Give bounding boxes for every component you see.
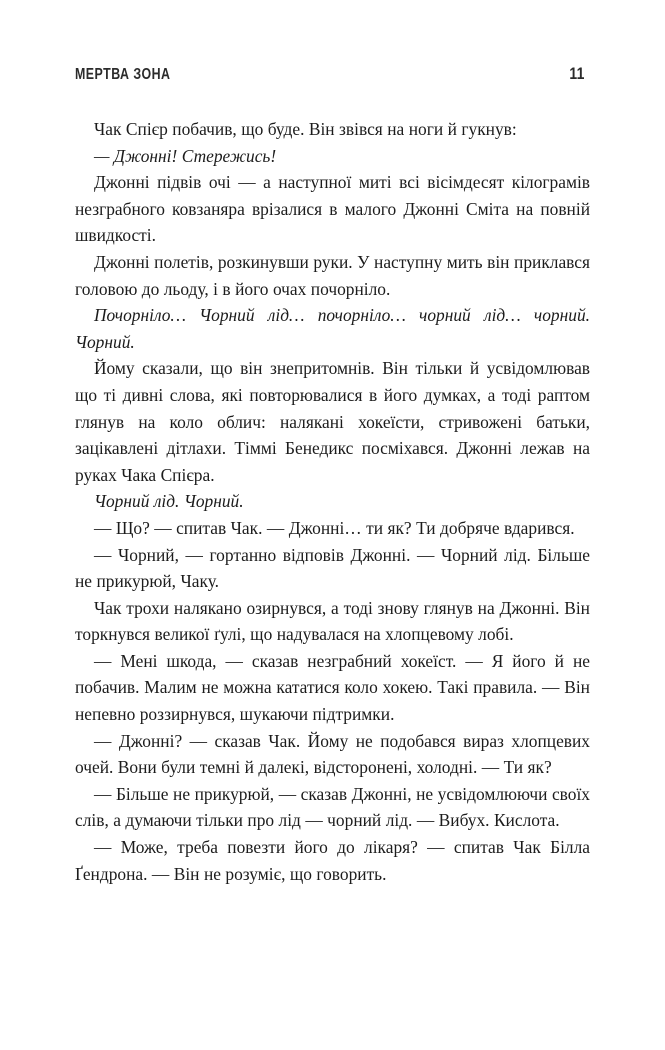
paragraph: — Джонні! Стережись! [94,145,277,166]
paragraph: Чак Спієр побачив, що буде. Він звівся на ноги й гукнув: [94,119,517,139]
paragraph: — Мені шкода, — сказав незграбний хокеїст. — Я його й не побачив. Малим не можна кататися коло хокею. Такі правила. — Він непевно роззирнувся, шукаючи підтримки. [75,650,590,725]
page-number: 11 [569,64,585,83]
paragraph: Йому сказали, що він знепритомнів. Він тільки й усвідомлював що ті дивні слова, які повторювалися в його думках, а тоді раптом глянув на коло облич: налякані хокеїсти, стривожені батьки, зацікавлені дітлахи. Тіммі Бенедикс посміхався. Джонні лежав на руках Чака Спієра. [75,358,590,485]
paragraph: — Чорний, — гортанно відповів Джонні. — Чорний лід. Більше не прикурюй, Чаку. [75,544,590,592]
running-head [75,64,585,88]
paragraph: Почорніло… Чорний лід… почорніло… чорний лід… чорний. Чорний. [75,305,590,352]
paragraph: — Що? — спитав Чак. — Джонні… ти як? Ти добряче вдарився. [94,517,575,538]
paragraph: — Джонні? — сказав Чак. Йому не подобався вираз хлопцевих очей. Вони були темні й далекі, відсторонені, холодні. — Ти як? [75,730,590,778]
paragraph: Джонні полетів, розкинувши руки. У наступну мить він приклався головою до льоду, і в його очах почорніло. [75,251,590,299]
paragraph: Чак трохи налякано озирнувся, а тоді знову глянув на Джонні. Він торкнувся великої ґулі, що надувалася на хлопцевому лобі. [75,597,590,645]
paragraph: — Може, треба повезти його до лікаря? — спитав Чак Білла Ґендрона. — Він не розуміє, що говорить. [75,837,590,884]
paragraph: — Більше не прикурюй, — сказав Джонні, не усвідомлюючи своїх слів, а думаючи тільки про лід — чорний лід. — Вибух. Кислота. [75,783,590,831]
body-text-block [75,116,590,887]
paragraph: Чорний лід. Чорний. [94,491,244,512]
running-head-title: МЕРТВА ЗОНА [75,66,171,83]
paragraph: Джонні підвів очі — а наступної миті всі вісімдесят кілограмів незграбного ковзаняра врізалися в малого Джонні Сміта на повній швидкості. [75,172,590,246]
